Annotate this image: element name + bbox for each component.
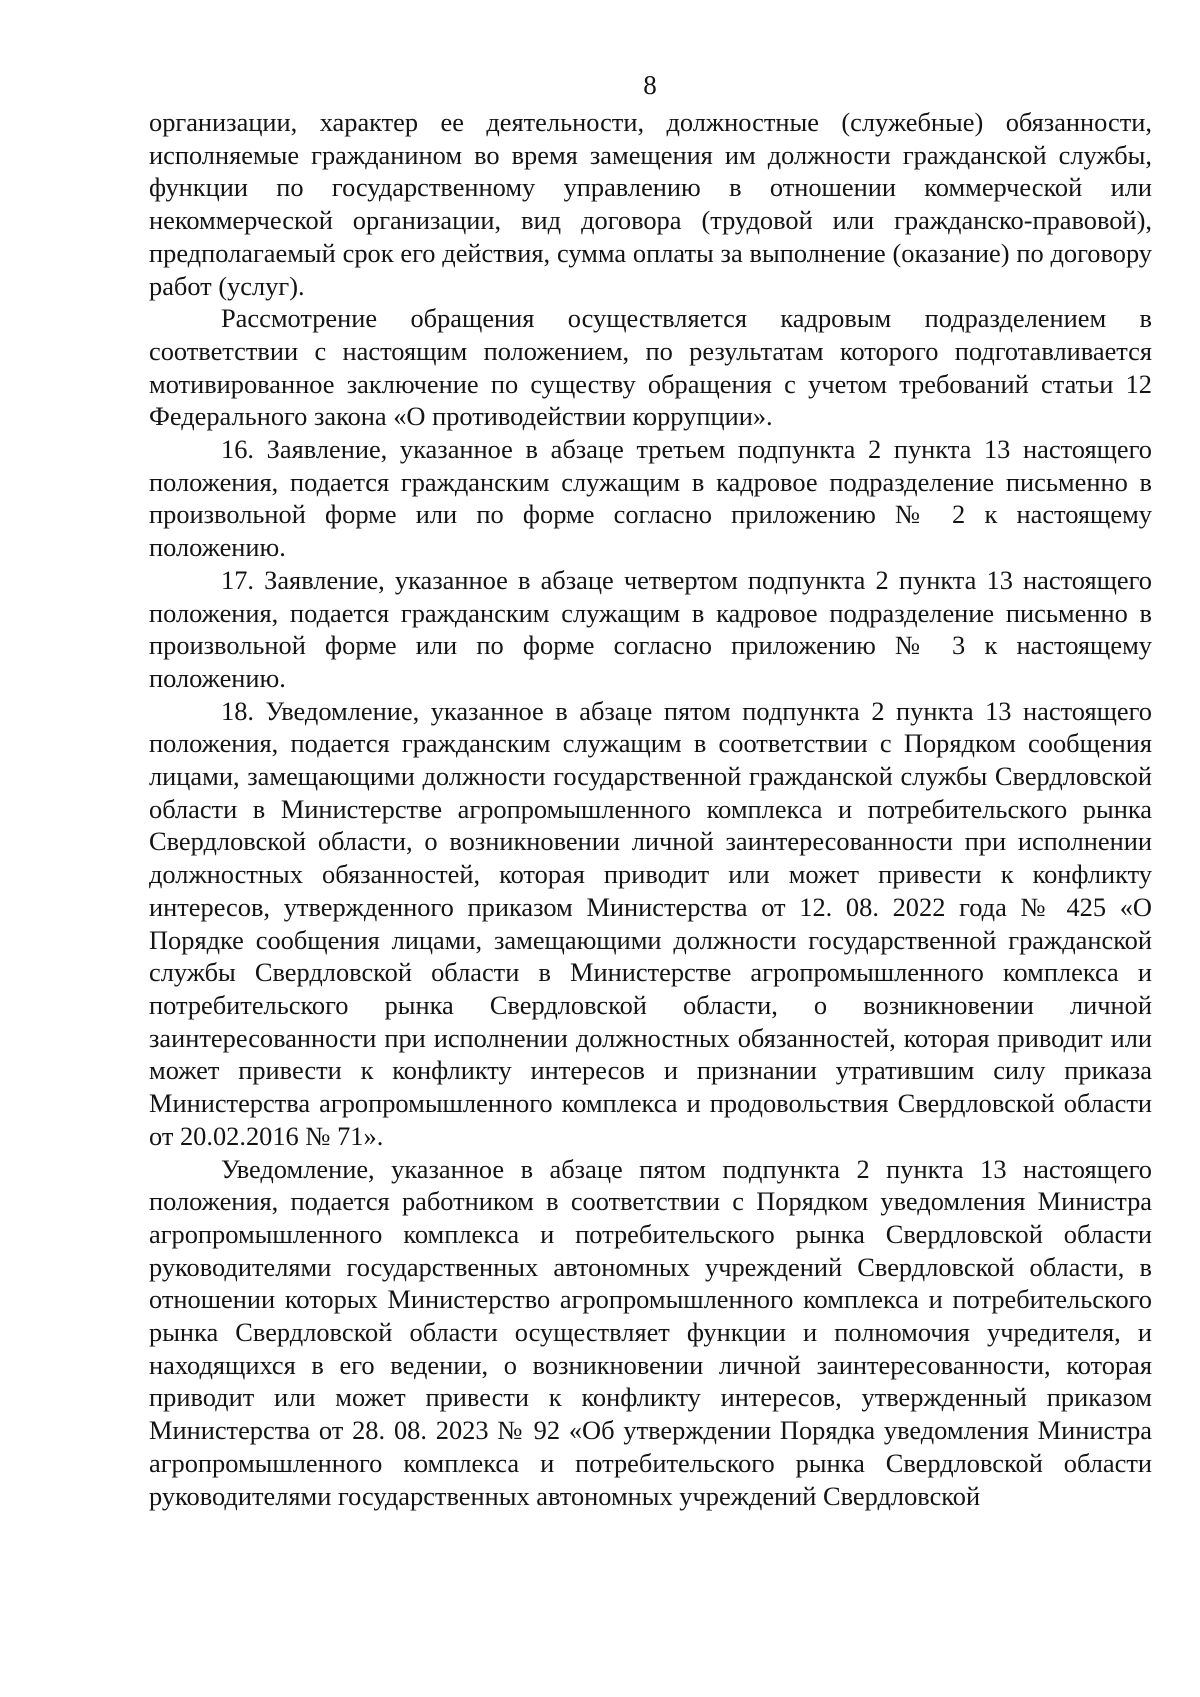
paragraph-employee-notification: Уведомление, указанное в абзаце пятом подпункта 2 пункта 13 настоящего положения, подается работником в соответствии с Порядком уведомления Министра агропромышленного комплекса и потребительского рынка Свердловской области руководителями государственных автономных учреждений Свердловской области, в отношении которых Министерство агропромышленного комплекса и потребительского рынка Свердловской области осуществляет функции и полномочия учредителя, и находящихся в его ведении, о возникновении личной заинтересованности, которая приводит или может привести к конфликту интересов, утвержденный приказом Министерства от 28. 08. 2023 № 92 «Об утверждении Порядка уведомления Министра агропромышленного комплекса и потребительского рынка Свердловской области руководителями государственных автономных учреждений Свердловской — [149, 1153, 1152, 1511]
paragraph-item-18: 18. Уведомление, указанное в абзаце пятом подпункта 2 пункта 13 настоящего положения, подается гражданским служащим в соответствии с Порядком сообщения лицами, замещающими должности государственной гражданской службы Свердловской области в Министерстве агропромышленного комплекса и потребительского рынка Свердловской области, о возникновении личной заинтересованности при исполнении должностных обязанностей, которая приводит или может привести к конфликту интересов, утвержденного приказом Министерства от 12. 08. 2022 года № 425 «О Порядке сообщения лицами, замещающими должности государственной гражданской службы Свердловской области в Министерстве агропромышленного комплекса и потребительского рынка Свердловской области, о возникновении личной заинтересованности при исполнении должностных обязанностей, которая приводит или может привести к конфликту интересов и признании утратившим силу приказа Министерства агропромышленного комплекса и продовольствия Свердловской области от 20.02.2016 № 71». — [149, 695, 1152, 1151]
paragraph-item-17: 17. Заявление, указанное в абзаце четвертом подпункта 2 пункта 13 настоящего положения, подается гражданским служащим в кадровое подразделение письменно в произвольной форме или по форме согласно приложению № 3 к настоящему положению. — [149, 564, 1152, 693]
page-number: 8 — [643, 70, 657, 100]
paragraph-item-16: 16. Заявление, указанное в абзаце третьем подпункта 2 пункта 13 настоящего положения, подается гражданским служащим в кадровое подразделение письменно в произвольной форме или по форме согласно приложению № 2 к настоящему положению. — [149, 434, 1152, 563]
paragraph-continuation: организации, характер ее деятельности, должностные (служебные) обязанности, исполняемые гражданином во время замещения им должности гражданской службы, функции по государственному управлению в отношении коммерческой или некоммерческой организации, вид договора (трудовой или гражданско-правовой), предполагаемый срок его действия, сумма оплаты за выполнение (оказание) по договору работ (услуг). — [149, 107, 1152, 301]
paragraph-review-of-appeal: Рассмотрение обращения осуществляется кадровым подразделением в соответствии с настоящим положением, по результатам которого подготавливается мотивированное заключение по существу обращения с учетом требований статьи 12 Федерального закона «О противодействии коррупции». — [149, 303, 1152, 432]
document-text — [149, 106, 1152, 1512]
